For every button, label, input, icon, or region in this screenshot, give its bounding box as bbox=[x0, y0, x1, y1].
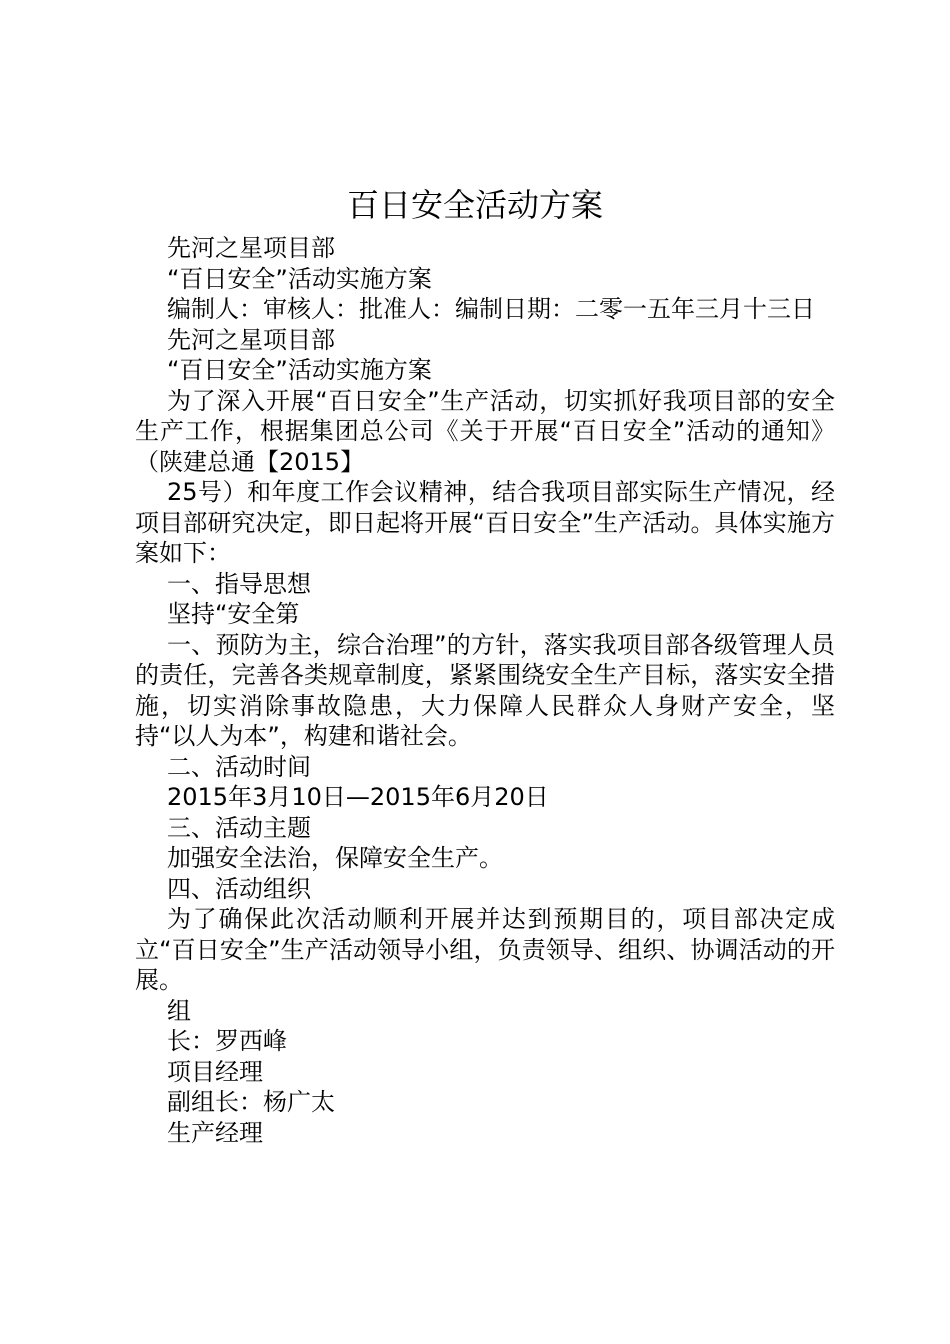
paragraph-project-dept-repeat: 先河之星项目部 bbox=[167, 325, 335, 354]
document-title: 百日安全活动方案 bbox=[346, 186, 603, 224]
paragraph-production-manager: 生产经理 bbox=[167, 1118, 263, 1147]
paragraph-adhere: 坚持“安全第 bbox=[167, 600, 300, 628]
section-heading-guiding-ideology: 一、指导思想 bbox=[167, 569, 311, 598]
paragraph-plan-name: “百日安全”活动实施方案 bbox=[167, 264, 432, 293]
section-heading-activity-organization: 四、活动组织 bbox=[167, 874, 311, 903]
paragraph-intro: 为了深入开展“百日安全”生产活动，切实抓好我项目部的安全生产工作，根据集团总公司《关于开展“百日安全”活动的通知》（陕建总通【2015】 bbox=[135, 386, 835, 476]
section-heading-activity-theme: 三、活动主题 bbox=[167, 813, 311, 842]
paragraph-policy: 一、预防为主，综合治理”的方针，落实我项目部各级管理人员的责任，完善各类规章制度，紧紧围绕安全生产目标，落实安全措施，切实消除事故隐患，大力保障人民群众人身财产安全，坚持“以人为本”，构建和谐社会。 bbox=[135, 630, 835, 750]
paragraph-organization: 为了确保此次活动顺利开展并达到预期目的，项目部决定成立“百日安全”生产活动领导小组，负责领导、组织、协调活动的开展。 bbox=[135, 905, 835, 994]
paragraph-plan-name-repeat: “百日安全”活动实施方案 bbox=[167, 356, 432, 384]
paragraph-project-manager: 项目经理 bbox=[167, 1057, 263, 1086]
paragraph-intro-continued: 25号）和年度工作会议精神，结合我项目部实际生产情况，经项目部研究决定，即日起将开展“百日安全”生产活动。具体实施方案如下： bbox=[135, 478, 835, 567]
paragraph-theme: 加强安全法治，保障安全生产。 bbox=[167, 844, 503, 872]
section-heading-activity-time: 二、活动时间 bbox=[167, 752, 311, 781]
paragraph-leader: 长：罗西峰 bbox=[167, 1027, 287, 1055]
paragraph-deputy-leader: 副组长：杨广太 bbox=[167, 1088, 335, 1116]
paragraph-group: 组 bbox=[167, 996, 191, 1025]
paragraph-project-dept: 先河之星项目部 bbox=[167, 234, 335, 262]
paragraph-date-range: 2015年3月10日—2015年6月20日 bbox=[167, 783, 549, 811]
document-body bbox=[135, 233, 835, 1148]
paragraph-editors-date: 编制人：审核人：批准人：编制日期：二零一五年三月十三日 bbox=[167, 295, 815, 323]
